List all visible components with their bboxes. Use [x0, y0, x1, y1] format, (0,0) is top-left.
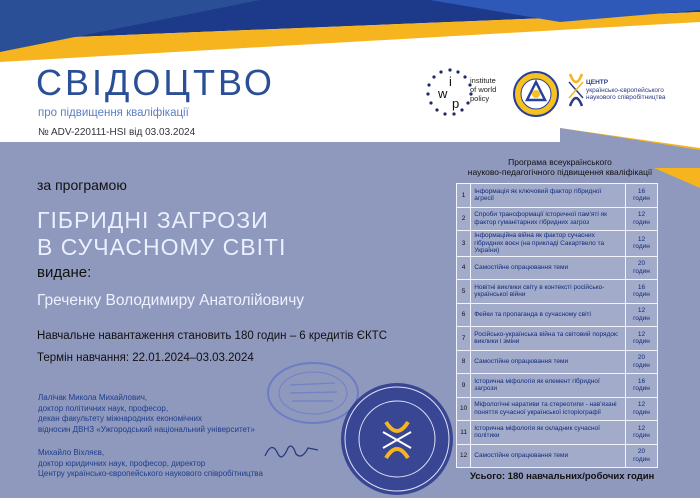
row-topic: Новітні виклики світу в контексті російсько-української війни [471, 280, 626, 304]
total-hours: Усього: 180 навчальних/робочих годин [470, 471, 655, 482]
signatory-director: Михайло Віхляєв, доктор юридичних наук, професор, директор Центру українсько-європейського наукового співробітництва [38, 448, 263, 478]
page-title: СВІДОЦТВО [36, 62, 275, 103]
row-hours: 20 годин [626, 444, 658, 468]
table-row [457, 280, 658, 304]
recipient-name: Греченку Володимиру Анатолійовичу [37, 292, 305, 309]
row-hours: 12 годин [626, 207, 658, 231]
wip-logo-text: institute of world policy [470, 76, 497, 103]
page-subtitle: про підвищення кваліфікації [38, 107, 189, 119]
table-row [457, 256, 658, 280]
by-program-label: за програмою [37, 177, 127, 193]
row-topic: Самостійне опрацювання теми [471, 444, 626, 468]
row-topic: Самостійне опрацювання теми [471, 350, 626, 374]
row-topic: Фейки та пропаганда в сучасному світі [471, 303, 626, 327]
program-title [37, 207, 286, 261]
row-number: 10 [457, 397, 471, 421]
row-hours: 12 годин [626, 327, 658, 351]
row-hours: 20 годин [626, 256, 658, 280]
row-topic: Міфологічні наративи та стереотипи - нав'язані поняття сучасної української історіографії [471, 397, 626, 421]
row-number: 4 [457, 256, 471, 280]
table-row [457, 421, 658, 445]
handwritten-signature [262, 436, 322, 466]
table-row [457, 207, 658, 231]
row-hours: 20 годин [626, 350, 658, 374]
row-hours: 16 годин [626, 374, 658, 398]
row-hours: 12 годин [626, 397, 658, 421]
row-topic: Спроби трансформації історичної пам'яті як фактор гуманітарних гібридних загроз [471, 207, 626, 231]
table-row [457, 231, 658, 257]
program-title-line-1: ГІБРИДНІ ЗАГРОЗИ [37, 207, 269, 233]
table-row [457, 444, 658, 468]
study-term: Термін навчання: 22.01.2024–03.03.2024 [37, 352, 254, 364]
row-topic: Самостійне опрацювання теми [471, 256, 626, 280]
row-topic: Інформаційна війна як фактор сучасних гібридних воєн (на прикладі Сакартвело та України) [471, 231, 626, 257]
center-logo-text: ЦЕНТР українсько-європейського наукового співробітництва [586, 79, 666, 101]
row-number: 8 [457, 350, 471, 374]
certificate-number: № ADV-220111-HSI від 03.03.2024 [38, 127, 196, 138]
row-hours: 12 годин [626, 303, 658, 327]
row-number: 12 [457, 444, 471, 468]
row-number: 11 [457, 421, 471, 445]
row-number: 6 [457, 303, 471, 327]
university-emblem-logo [512, 70, 560, 118]
row-topic: Інформація як ключовий фактор гібридної агресії [471, 184, 626, 208]
table-row [457, 303, 658, 327]
wip-letter-w: w [438, 86, 448, 101]
program-table-title: Програма всеукраїнського науково-педагогічного підвищення кваліфікації [467, 157, 653, 177]
row-number: 1 [457, 184, 471, 208]
table-row [457, 397, 658, 421]
wip-letter-p: p [452, 96, 460, 111]
issued-label: видане: [37, 264, 92, 281]
row-number: 3 [457, 231, 471, 257]
row-topic: Історична міфологія як елемент гібридної загрози [471, 374, 626, 398]
table-row [457, 374, 658, 398]
row-hours: 12 годин [626, 231, 658, 257]
row-number: 5 [457, 280, 471, 304]
center-cooperation-logo [568, 72, 584, 108]
program-title-line-2: В СУЧАСНОМУ СВІТІ [37, 234, 287, 260]
signatory-dean: Лалічак Микола Михайлович, доктор політичних наук, професор, декан факультету міжнародних економічних відносин ДВНЗ «Ужгородський національний університет» [38, 393, 255, 434]
row-number: 7 [457, 327, 471, 351]
program-table [456, 183, 658, 468]
row-topic: Російсько-українська війна та світовий порядок: виклики і зміни [471, 327, 626, 351]
institute-of-world-policy-logo [424, 66, 476, 118]
study-load: Навчальне навантаження становить 180 годин – 6 кредитів ЄКТС [37, 330, 388, 342]
row-hours: 12 годин [626, 421, 658, 445]
table-row [457, 350, 658, 374]
table-row [457, 327, 658, 351]
table-row [457, 184, 658, 208]
row-number: 2 [457, 207, 471, 231]
row-topic: Історична міфологія як складник сучасної політики [471, 421, 626, 445]
center-stamp [338, 380, 456, 498]
row-hours: 16 годин [626, 280, 658, 304]
row-hours: 16 годин [626, 184, 658, 208]
row-number: 9 [457, 374, 471, 398]
wip-letter-i: i [449, 74, 452, 89]
